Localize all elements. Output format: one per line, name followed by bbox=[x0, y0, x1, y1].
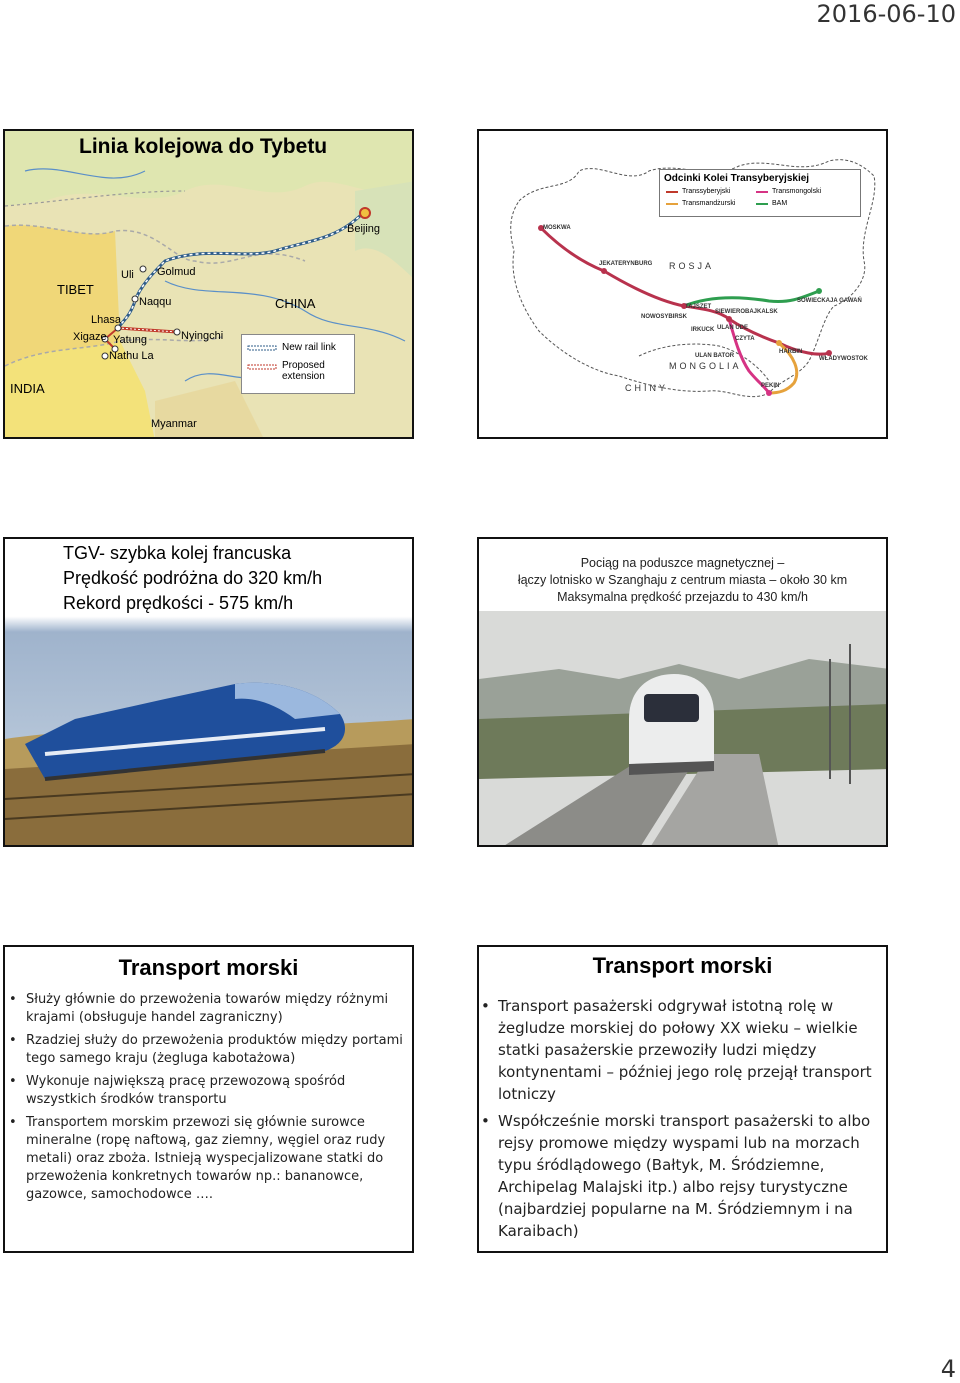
city-ulan-bator: ULAN BATOR bbox=[695, 353, 735, 359]
tgv-line-2: Prędkość podróżna do 320 km/h bbox=[63, 568, 323, 588]
page-date: 2016-06-10 bbox=[816, 0, 956, 28]
tgv-line-1: TGV- szybka kolej francuska bbox=[63, 543, 292, 563]
map-label-china: CHINA bbox=[275, 296, 316, 311]
city-jekaterynburg: JEKATERYNBURG bbox=[599, 261, 653, 267]
bullet-item: • Służy głównie do przewożenia towarów między różnymi krajami (obsługuje handel zagraniczny) bbox=[9, 991, 409, 1027]
city-tajszet: TAJSZET bbox=[685, 304, 712, 310]
country-mongolia: MONGOLIA bbox=[669, 361, 742, 371]
map-label-uli: Uli bbox=[121, 269, 134, 281]
bullet-item: • Transport pasażerski odgrywał istotną rolę w żegludze morskiej do połowy XX wieku – wielkie statki pasażerskie przewoziły ludzi między kontynentami – później jego rolę przejął transport lotniczy bbox=[481, 995, 883, 1105]
slide-sea-transport-cargo bbox=[3, 945, 414, 1253]
map-label-nyingchi: Nyingchi bbox=[181, 330, 224, 342]
legend-item-transsib: Transsyberyjski bbox=[682, 188, 731, 195]
map-label-golmud: Golmud bbox=[157, 266, 196, 278]
bullet-list bbox=[9, 991, 409, 1209]
maglev-caption bbox=[479, 555, 886, 606]
map-label-myanmar: Myanmar bbox=[151, 418, 197, 430]
city-czyta: CZYTA bbox=[735, 336, 755, 342]
map-label-naqqu: Naqqu bbox=[139, 296, 172, 308]
legend-item-transmong: Transmongolski bbox=[772, 188, 822, 195]
city-moskwa: MOSKWA bbox=[543, 225, 571, 231]
city-wladywostok: WŁADYWOSTOK bbox=[819, 356, 868, 362]
bullet-item: • Rzadziej służy do przewożenia produktów między portami tego samego kraju (żegluga kabotażowa) bbox=[9, 1032, 409, 1068]
slide-maglev bbox=[477, 537, 888, 847]
slide-sea-transport-passenger bbox=[477, 945, 888, 1253]
country-china: CHINY bbox=[625, 383, 669, 393]
slide-tgv bbox=[3, 537, 414, 847]
tgv-line-3: Rekord prędkości - 575 km/h bbox=[63, 593, 294, 613]
city-irkuck: IRKUCK bbox=[691, 327, 715, 333]
bullet-list bbox=[481, 995, 883, 1247]
legend-item-transmandz: Transmandżurski bbox=[682, 200, 736, 207]
bullet-item: • Współcześnie morski transport pasażerski to albo rejsy promowe między wyspami lub na morzach typu śródlądowego (Bałtyk, M. Śródziemne, Archipelag Malajski itp.) albo rejsy turystyczne (najbardziej popularne na M. Śródziemnym i na Karaibach) bbox=[481, 1110, 883, 1242]
slide-transsiberian bbox=[477, 129, 888, 439]
slide-title: Linia kolejowa do Tybetu bbox=[79, 135, 328, 158]
tgv-caption bbox=[63, 541, 322, 616]
map-legend bbox=[241, 334, 355, 394]
page-number: 4 bbox=[940, 1355, 956, 1383]
map-label-india: INDIA bbox=[10, 381, 45, 396]
country-russia: ROSJA bbox=[669, 261, 715, 271]
map-label-tibet: TIBET bbox=[57, 282, 94, 297]
russia-legend-title: Odcinki Kolei Transyberyjskiej bbox=[664, 173, 810, 184]
map-label-yatung: Yatung bbox=[113, 334, 148, 346]
maglev-line-1: Pociąg na poduszce magnetycznej – bbox=[580, 556, 785, 570]
city-harbin: HARBIN bbox=[779, 349, 803, 355]
city-sowiecka: SOWIECKAJA GAWAŃ bbox=[797, 298, 862, 304]
map-label-beijing: Beijing bbox=[347, 223, 381, 235]
map-label-lhasa: Lhasa bbox=[91, 314, 121, 326]
city-siewierobajkalsk: SIEWIEROBAJKALSK bbox=[715, 309, 778, 315]
legend-new-rail: New rail link bbox=[282, 342, 336, 353]
maglev-line-3: Maksymalna prędkość przejazdu to 430 km/h bbox=[557, 590, 808, 604]
maglev-line-2: łączy lotnisko w Szanghaju z centrum miasta – około 30 km bbox=[517, 573, 848, 587]
bullet-item: • Transportem morskim przewozi się głównie surowce mineralne (ropę naftową, gaz ziemny, węgiel oraz rudy metali) oraz zboża. Istnieją wyspecjalizowane statki do przewożenia konkretnych towarów np.: bananowce, gazowce, samochodowce …. bbox=[9, 1114, 409, 1204]
city-nowosybirsk: NOWOSYBIRSK bbox=[641, 314, 688, 320]
map-label-xigaze: Xigaze bbox=[73, 331, 107, 343]
legend-proposed: Proposed extension bbox=[282, 360, 325, 382]
legend-item-bam: BAM bbox=[772, 200, 788, 207]
slide-title: Transport morski bbox=[592, 953, 773, 978]
russia-legend bbox=[659, 169, 861, 217]
city-ulan-ude: ULAN UDE bbox=[717, 325, 748, 331]
bullet-item: • Wykonuje największą pracę przewozową spośród wszystkich środków transportu bbox=[9, 1073, 409, 1109]
map-label-nathu-la: Nathu La bbox=[109, 350, 154, 362]
slide-title: Transport morski bbox=[118, 955, 299, 980]
slide-tibet-railway bbox=[3, 129, 414, 439]
city-pekin: PEKIN bbox=[761, 383, 780, 389]
